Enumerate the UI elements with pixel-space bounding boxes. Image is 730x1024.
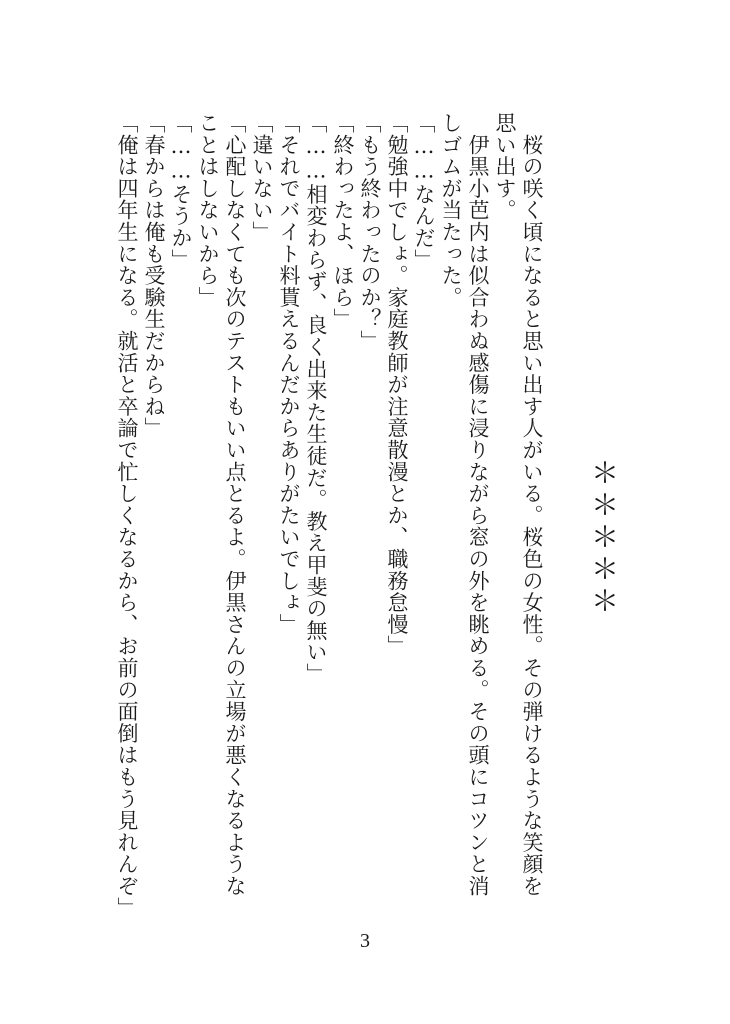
text-line-5: 「……なんだ」 <box>412 112 436 271</box>
text-line-16: 「俺は四年生になる。就活と卒論で忙しくなるから、お前の面倒はもう見れんぞ」 <box>115 112 139 919</box>
text-line-4: しゴムが当たった。 <box>439 112 463 309</box>
text-line-1: 桜の咲く頃になると思い出す人がいる。桜色の女性。その弾けるような笑顔を <box>520 112 544 897</box>
text-line-12: 「心配しなくても次のテストもいい点とるよ。伊黒さんの立場が悪くなるような <box>223 112 247 897</box>
text-line-3: 伊黒小芭内は似合わぬ感傷に浸りながら窓の外を眺める。その頭にコツンと消 <box>466 112 490 897</box>
text-line-2: 思い出す。 <box>493 112 517 221</box>
text-line-8: 「終わったよ、ほら」 <box>331 112 355 330</box>
text-line-10: 「それでバイト料貰えるんだからありがたいでしょ」 <box>277 112 301 636</box>
page-number: 3 <box>360 930 370 952</box>
text-line-15: 「春からは俺も受験生だからね」 <box>142 112 166 439</box>
text-line-11: 「違いない」 <box>250 112 274 243</box>
text-line-9: 「……相変わらず、良く出来た生徒だ。教え甲斐の無い」 <box>304 112 328 685</box>
text-line-6: 「勉強中でしょ。家庭教師が注意散漫とか、職務怠慢」 <box>385 112 409 657</box>
text-line-14: 「……そうか」 <box>169 112 193 271</box>
text-line-7: 「もう終わったのか？」 <box>358 112 382 352</box>
section-break-asterisks: ＊＊＊＊＊ <box>587 458 620 618</box>
text-line-13: ことはしないから」 <box>196 112 220 309</box>
